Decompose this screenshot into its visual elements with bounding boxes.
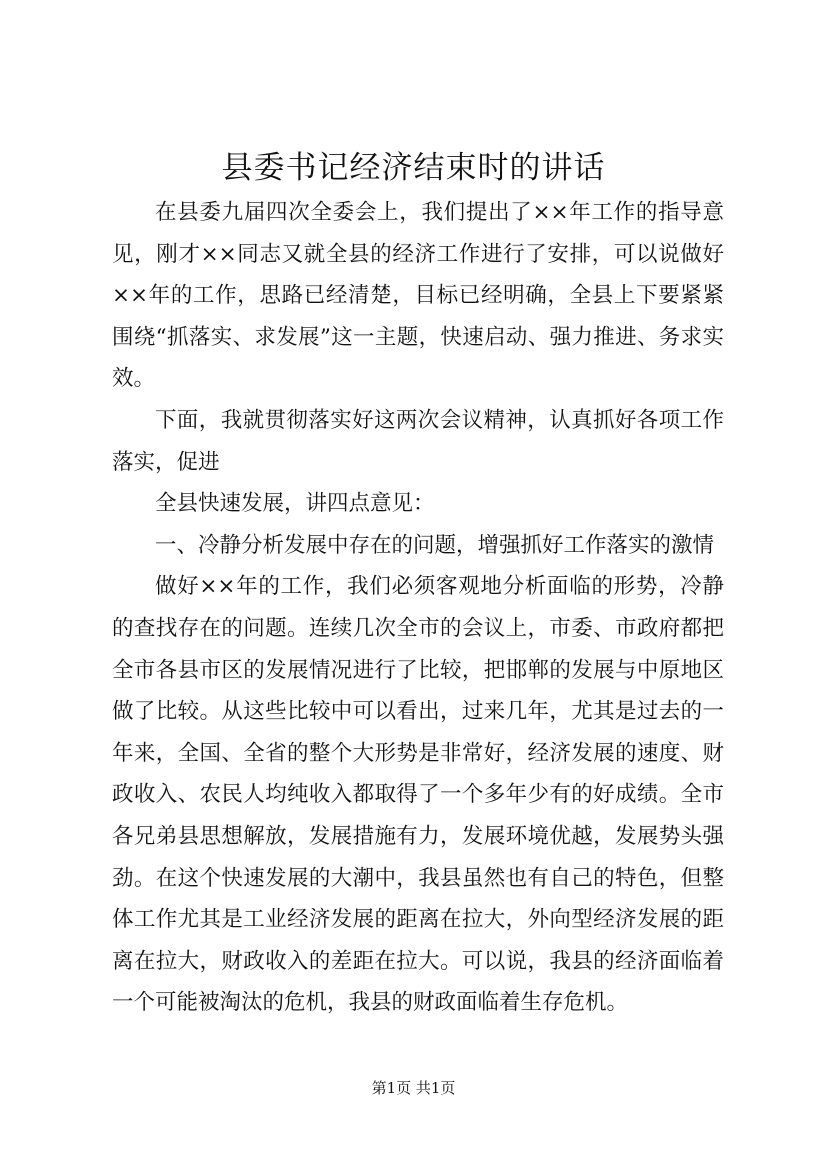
page-footer: 第1页 共1页 (371, 1079, 456, 1097)
document-title: 县委书记经济结束时的讲话 (221, 150, 606, 186)
paragraph-analysis: 做好××年的工作，我们必须客观地分析面临的形势，冷静的查找存在的问题。连续几次全市的会议上，市委、市政府都把全市各县市区的发展情况进行了比较，把邯郸的发展与中原地区做了比较。从这些比较中可以看出，过来几年，尤其是过去的一年来，全国、全省的整个大形势是非常好，经济发展的速度、财政收入、农民人均纯收入都取得了一个多年少有的好成绩。全市各兄弟县思想解放，发展措施有力，发展环境优越，发展势头强劲。在这个快速发展的大潮中，我县虽然也有自己的特色，但整体工作尤其是工业经济发展的距离在拉大，外向型经济发展的距离在拉大，财政收入的差距在拉大。可以说，我县的经济面临着一个可能被淘汰的危机，我县的财政面临着生存危机。 (112, 574, 724, 1016)
section-heading-1: 一、冷静分析发展中存在的问题，增强抓好工作落实的激情 (155, 532, 715, 558)
paragraph-opinions-intro: 全县快速发展，讲四点意见： (155, 491, 435, 517)
paragraph-transition: 下面，我就贯彻落实好这两次会议精神，认真抓好各项工作落实，促进 (112, 407, 724, 475)
paragraph-intro: 在县委九届四次全委会上，我们提出了××年工作的指导意见，刚才××同志又就全县的经济工作进行了安排，可以说做好××年的工作，思路已经清楚，目标已经明确，全县上下要紧紧围绕“抓落实、求发展”这一主题，快速启动、强力推进、务求实效。 (112, 200, 724, 392)
document-body (112, 192, 724, 1024)
